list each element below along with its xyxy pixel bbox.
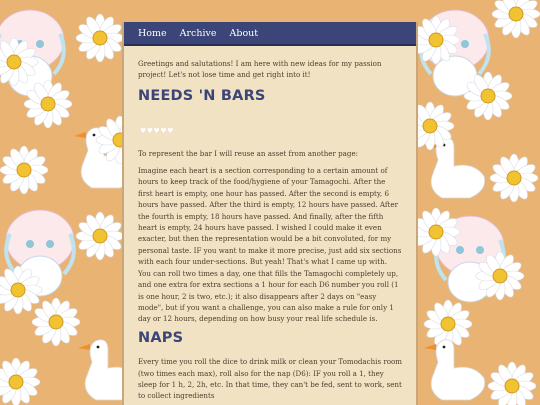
blog-page <box>122 22 418 405</box>
nav-archive-link[interactable]: Archive <box>179 27 217 39</box>
post-content <box>124 46 416 402</box>
post-intro: Greetings and salutations! I am here with new ideas for my passion project! Let's not lose time and get right into it! <box>138 59 382 80</box>
paragraph-bar-explanation: Imagine each heart is a section corresponding to a certain amount of hours to keep track of the food/hygiene of your Tamagochi. After the first heart is empty, one hour has passed. After the second is empty, 6 hours have passed. After the third is empty, 12 hours have passed. After the fourth is empty, 18 hours have passed. And finally, after the fifth heart is empty, 24 hours have passed. I wished I could make it even exacter, but then the representation would be a bit convoluted, for my personal taste. IF you want to make it more precise, just add six sections with each four under-sections. But yeah! That's what I came up with. You can roll two times a day, one that fills the Tamagochi completely up, and one extra for extra sections a 1 hour for each D6 number you roll (1 is one hour, 2 is two, etc.); it also disappears after 2 days on "easy mode", but if you want a challenge, you can also make a rule for only 1 day or 12 hours, depending on how busy your real life schedule is. <box>138 166 402 324</box>
hearts-bar: ♥♥♥♥♥ <box>140 127 174 136</box>
paragraph-bar-intro: To represent the bar I will reuse an asset from another page: <box>138 148 359 158</box>
section-title-naps: NAPS <box>138 329 184 346</box>
paragraph-naps: Every time you roll the dice to drink milk or clean your Tomodachis room (two times each max), roll also for the nap (D6): IF you roll a 1, they sleep for 1 h, 2, 2h, etc. In that time, they can't be fed, sent to work, sent to collect ingredients <box>138 357 403 401</box>
nav-about-link[interactable]: About <box>229 27 259 39</box>
nav-home-link[interactable]: Home <box>138 27 167 39</box>
top-navigation <box>124 22 416 46</box>
section-title-needs-bars: NEEDS 'N BARS <box>138 87 266 104</box>
